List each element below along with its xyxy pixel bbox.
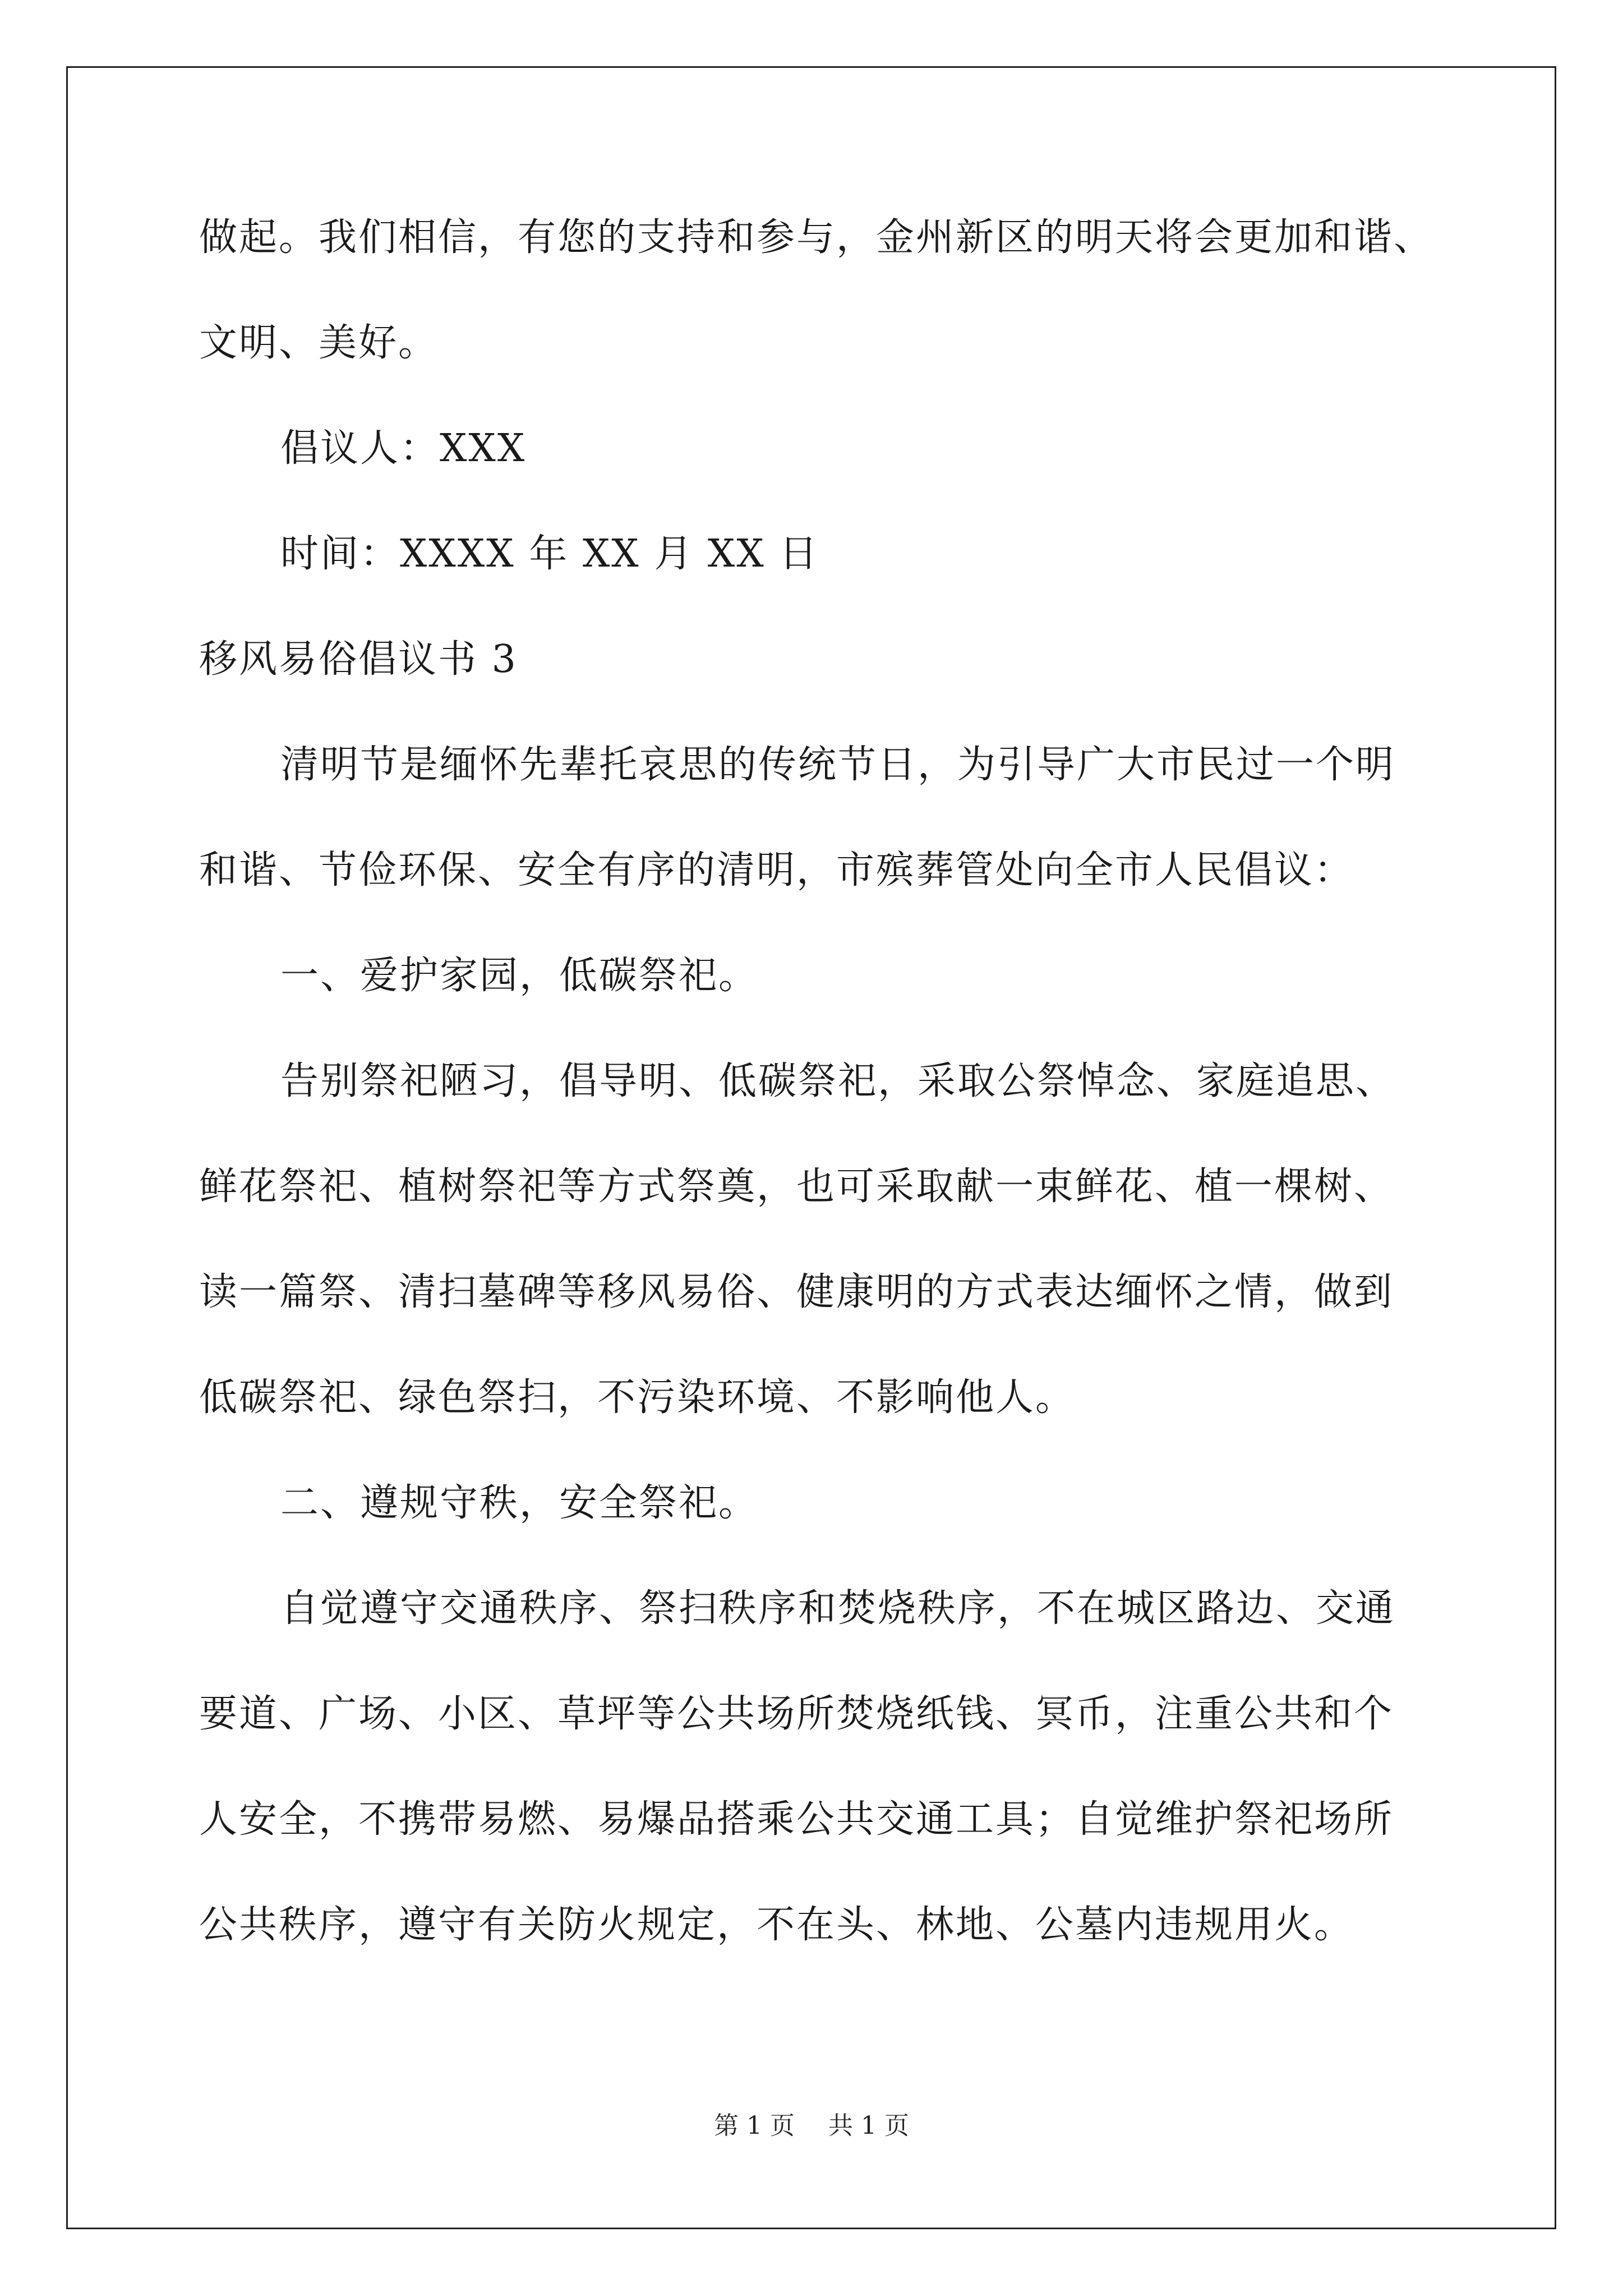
page-footer: [0, 2109, 1623, 2143]
text-line-10: 鲜花祭祀、植树祭祀等方式祭奠，也可采取献一束鲜花、植一棵树、: [199, 1165, 1394, 1209]
text-line-9: 告别祭祀陋习，倡导明、低碳祭祀，采取公祭悼念、家庭追思、: [280, 1059, 1396, 1103]
page-total: 共 1 页: [828, 2111, 909, 2140]
text-line-11: 读一篇祭、清扫墓碑等移风易俗、健康明的方式表达缅怀之情，做到: [199, 1270, 1394, 1314]
text-line-1: 做起。我们相信，有您的支持和参与，金州新区的明天将会更加和谐、: [199, 215, 1434, 260]
text-line-15: 要道、广场、小区、草坪等公共场所焚烧纸钱、冥币，注重公共和个: [199, 1692, 1394, 1736]
page-number: 第 1 页: [714, 2111, 795, 2140]
text-line-17: 公共秩序，遵守有关防火规定，不在头、林地、公墓内违规用火。: [199, 1903, 1354, 1947]
text-line-7: 和谐、节俭环保、安全有序的清明，市殡葬管处向全市人民倡议：: [199, 848, 1354, 892]
text-line-2: 文明、美好。: [199, 321, 439, 365]
date-line: 时间：XXXX 年 XX 月 XX 日: [280, 532, 819, 576]
text-line-16: 人安全，不携带易燃、易爆品搭乘公共交通工具；自觉维护祭祀场所: [199, 1797, 1394, 1842]
proposer-line: 倡议人：XXX: [280, 426, 527, 471]
heading-1: 一、爱护家园，低碳祭祀。: [280, 954, 759, 998]
document-body: [199, 185, 1433, 1978]
text-line-14: 自觉遵守交通秩序、祭扫秩序和焚烧秩序，不在城区路边、交通: [280, 1586, 1396, 1631]
text-line-6: 清明节是缅怀先辈托哀思的传统节日，为引导广大市民过一个明: [280, 743, 1396, 787]
heading-2: 二、遵规守秩，安全祭祀。: [280, 1481, 759, 1525]
section-title: 移风易俗倡议书 3: [199, 637, 518, 682]
text-line-12: 低碳祭祀、绿色祭扫，不污染环境、不影响他人。: [199, 1375, 1076, 1420]
